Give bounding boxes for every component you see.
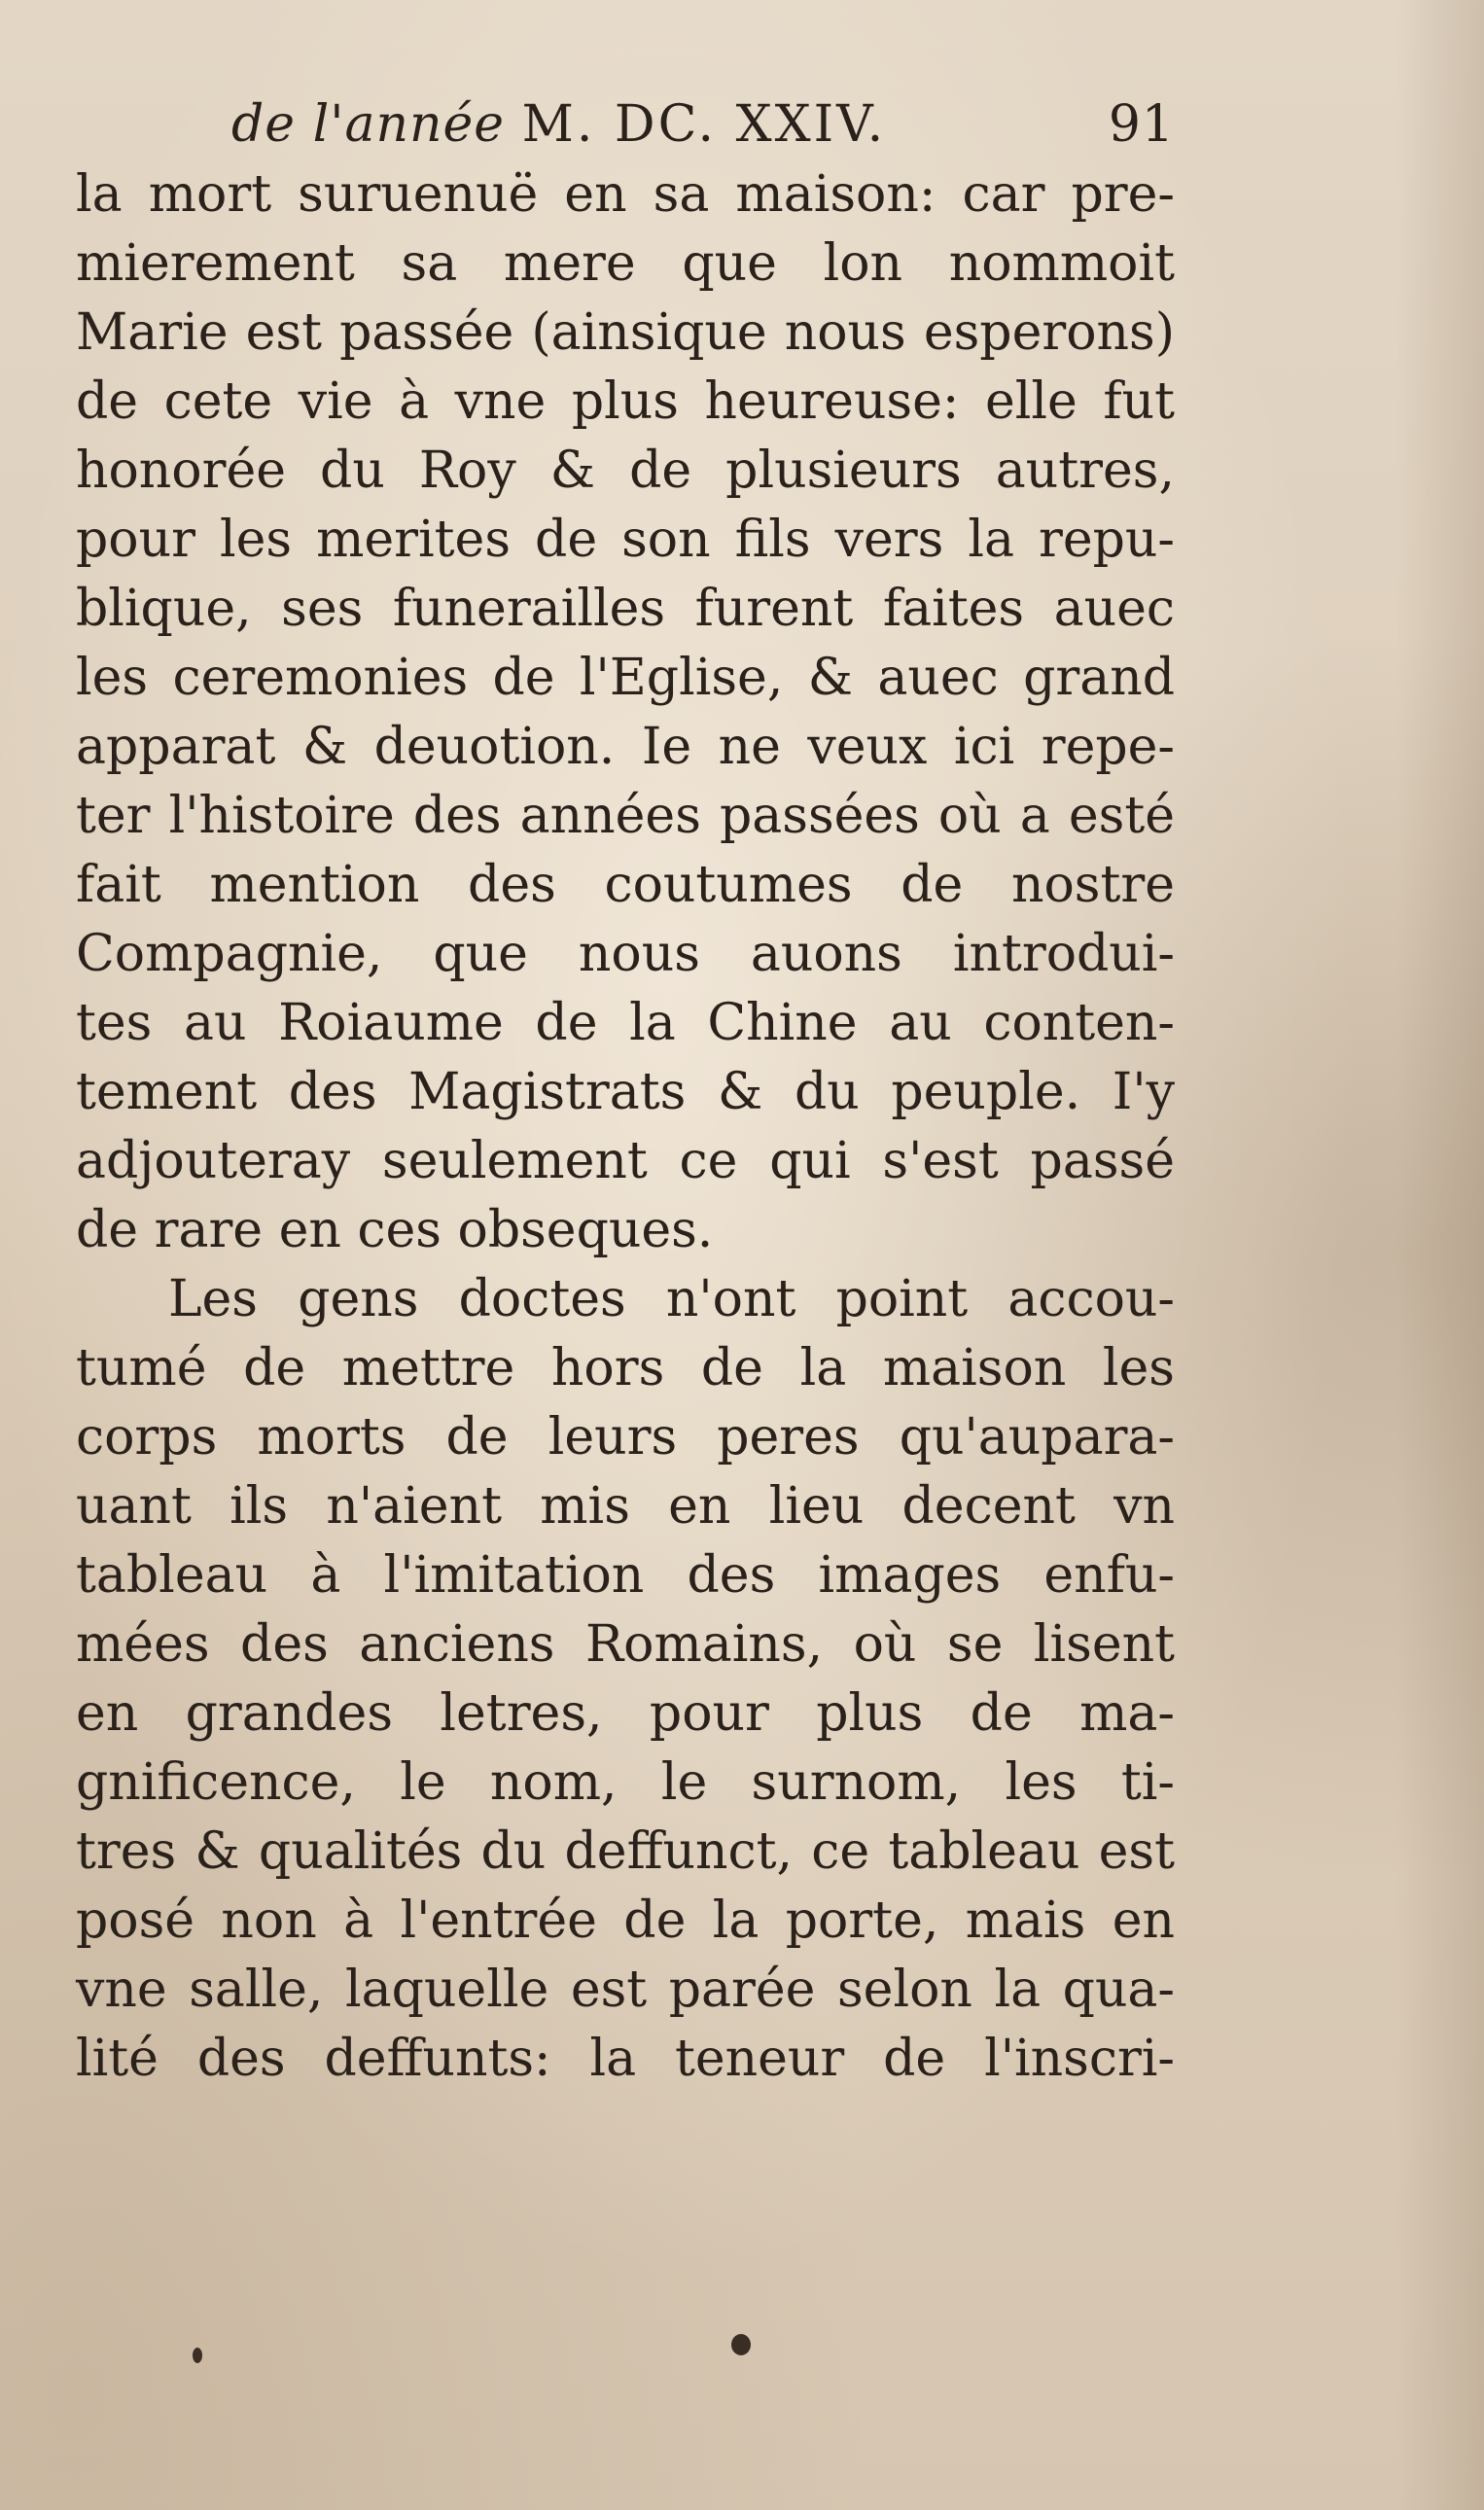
- text-line: mées des anciens Romains, où se lisent: [76, 1615, 1175, 1674]
- text-line: en grandes letres, pour plus de ma-: [76, 1684, 1175, 1743]
- text-line: lité des deffunts: la teneur de l'inscri-: [76, 2030, 1175, 2088]
- paragraph-start-line: Les gens doctes n'ont point accou-: [168, 1270, 1175, 1328]
- text-line: uant ils n'aient mis en lieu decent vn: [76, 1477, 1175, 1536]
- page-header: [76, 86, 1175, 163]
- text-line: Marie est passée (ainsique nous esperons): [76, 303, 1175, 362]
- body-text: [76, 160, 1175, 2094]
- text-line: adjouteray seulement ce qui s'est passé: [76, 1132, 1175, 1190]
- text-line: les ceremonies de l'Eglise, & auec grand: [76, 649, 1175, 707]
- text-line: vne salle, laquelle est parée selon la qua-: [76, 1961, 1175, 2019]
- ink-mark: [731, 2334, 751, 2355]
- text-line: tumé de mettre hors de la maison les: [76, 1339, 1175, 1397]
- text-line: de cete vie à vne plus heureuse: elle fut: [76, 372, 1175, 431]
- text-line: tres & qualités du deffunct, ce tableau est: [76, 1822, 1175, 1881]
- page-number: 91: [1108, 95, 1175, 154]
- text-line: honorée du Roy & de plusieurs autres,: [76, 442, 1175, 500]
- text-line: ter l'histoire des années passées où a esté: [76, 787, 1175, 845]
- text-line: tement des Magistrats & du peuple. I'y: [76, 1063, 1175, 1121]
- text-line: tes au Roiaume de la Chine au conten-: [76, 994, 1175, 1052]
- text-line: Compagnie, que nous auons introdui-: [76, 925, 1175, 983]
- running-title: [231, 86, 886, 163]
- running-title-text: de l'année: [231, 95, 506, 154]
- ink-mark: [193, 2348, 202, 2363]
- text-line: de rare en ces obseques.: [76, 1201, 714, 1259]
- text-line: apparat & deuotion. Ie ne veux ici repe-: [76, 718, 1175, 776]
- text-line: corps morts de leurs peres qu'aupara-: [76, 1408, 1175, 1467]
- page-marks: [0, 2315, 1484, 2392]
- text-line: pour les merites de son fils vers la repu-: [76, 511, 1175, 569]
- text-line: posé non à l'entrée de la porte, mais en: [76, 1891, 1175, 1950]
- running-title-year: M. DC. XXIV.: [521, 95, 887, 154]
- text-line: blique, ses funerailles furent faites auec: [76, 580, 1175, 638]
- text-line: gnificence, le nom, le surnom, les ti-: [76, 1753, 1175, 1812]
- text-line: tableau à l'imitation des images enfu-: [76, 1546, 1175, 1605]
- text-line: mierement sa mere que lon nommoit: [76, 234, 1175, 293]
- text-line: la mort suruenuë en sa maison: car pre-: [76, 165, 1175, 224]
- text-line: fait mention des coutumes de nostre: [76, 856, 1175, 914]
